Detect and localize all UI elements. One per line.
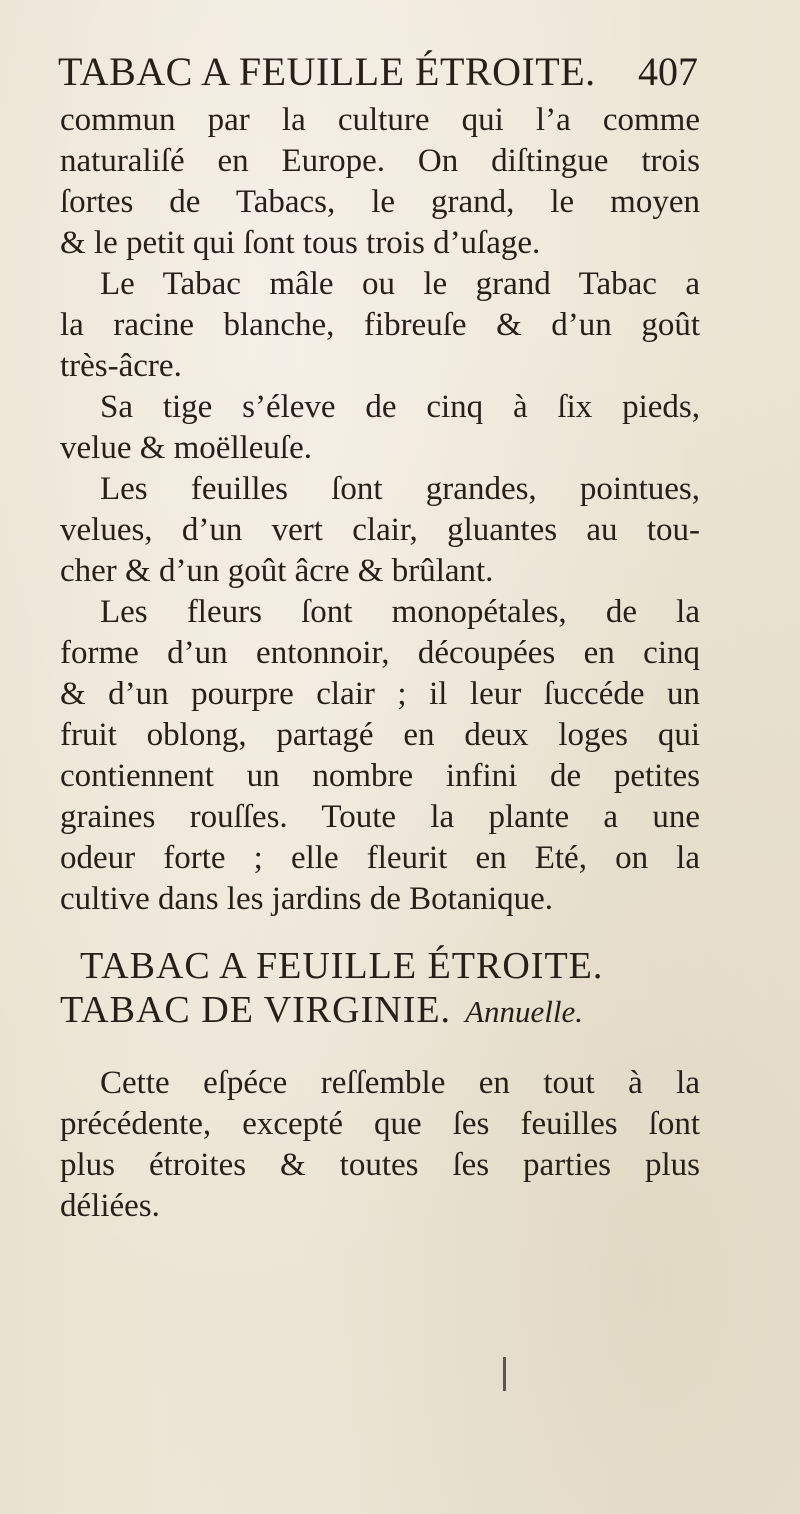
text-line: forme d’un entonnoir, découpées en cinq: [60, 635, 700, 671]
text-line: cher & d’un goût âcre & brûlant.: [60, 553, 494, 589]
text-line: Sa tige s’éleve de cinq à ſix pieds,: [100, 389, 700, 425]
ink-mark: [503, 1357, 506, 1391]
text-line: velue & moëlleuſe.: [60, 430, 312, 466]
heading-qualifier: Annuelle.: [465, 994, 583, 1029]
text-line: naturaliſé en Europe. On diſtingue trois: [60, 143, 700, 179]
text-line: graines rouſſes. Toute la plante a une: [60, 799, 700, 835]
page-number: 407: [638, 49, 698, 94]
heading-title: TABAC DE VIRGINIE.: [60, 989, 452, 1031]
text-line: ſortes de Tabacs, le grand, le moyen: [60, 184, 700, 220]
text-line: plus étroites & toutes ſes parties plus: [60, 1147, 700, 1183]
text-line: velues, d’un vert clair, gluantes au tou-: [60, 512, 700, 548]
text-line: Les feuilles ſont grandes, pointues,: [100, 471, 700, 507]
text-line: très-âcre.: [60, 348, 182, 384]
text-line: & d’un pourpre clair ; il leur ſuccéde un: [60, 676, 700, 712]
heading-line: [60, 988, 700, 1032]
text-line: & le petit qui ſont tous trois d’uſage.: [60, 225, 541, 261]
text-line: contiennent un nombre infini de petites: [60, 758, 700, 794]
text-line: fruit oblong, partagé en deux loges qui: [60, 717, 700, 753]
page-header: [58, 48, 698, 96]
text-line: précédente, excepté que ſes feuilles ſont: [60, 1106, 700, 1142]
text-line: Cette eſpéce reſſemble en tout à la: [100, 1065, 700, 1101]
section-heading: [60, 944, 700, 1032]
text-line: odeur forte ; elle fleurit en Eté, on la: [60, 840, 700, 876]
heading-line: TABAC A FEUILLE ÉTROITE.: [80, 945, 604, 987]
text-line: cultive dans les jardins de Botanique.: [60, 881, 554, 917]
text-line: la racine blanche, fibreuſe & d’un goût: [60, 307, 700, 343]
text-line: Le Tabac mâle ou le grand Tabac a: [100, 266, 700, 302]
running-title: TABAC A FEUILLE ÉTROITE.: [58, 49, 596, 94]
text-line: déliées.: [60, 1188, 160, 1224]
text-line: Les fleurs ſont monopétales, de la: [100, 594, 700, 630]
text-line: commun par la culture qui l’a comme: [60, 102, 700, 138]
